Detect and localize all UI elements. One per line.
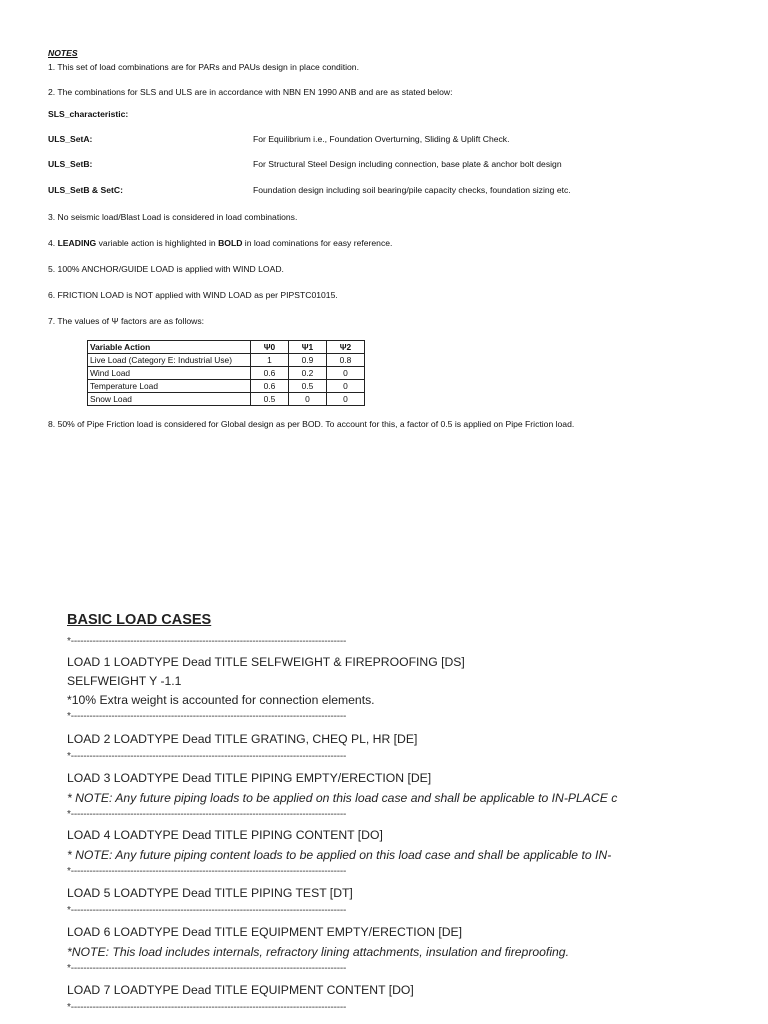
psi-factor-table [87,340,365,406]
psi-cell: 0 [289,393,327,406]
psi-cell: Live Load (Category E: Industrial Use) [88,354,251,367]
table-row [88,393,365,406]
table-row [88,380,365,393]
table-row [88,367,365,380]
psi-header-2: Ψ2 [327,341,365,354]
load-1-selfweight: SELFWEIGHT Y -1.1 [67,674,182,688]
note-7: 7. The values of Ψ factors are as follows: [48,316,205,326]
separator-line: *---------------------------------------------------------------------------------------- [67,809,347,820]
psi-table-header-row [88,341,365,354]
separator-line: *---------------------------------------------------------------------------------------- [67,963,347,974]
psi-cell: 0.5 [251,393,289,406]
separator-line: *---------------------------------------------------------------------------------------- [67,905,347,916]
note-4-leading: LEADING [57,238,97,248]
set-uls-a-name: ULS_SetA: [48,134,93,144]
psi-header-0: Ψ0 [251,341,289,354]
load-4: LOAD 4 LOADTYPE Dead TITLE PIPING CONTENT [DO] [67,828,383,842]
load-6-note: *NOTE: This load includes internals, refractory lining attachments, insulation and fireproofing. [67,945,569,959]
load-cases-title: BASIC LOAD CASES [67,612,212,628]
psi-cell: 0.9 [289,354,327,367]
set-uls-bc-name: ULS_SetB & SetC: [48,185,123,195]
separator-line: *---------------------------------------------------------------------------------------- [67,1002,347,1013]
note-1: 1. This set of load combinations are for PARs and PAUs design in place condition. [48,62,359,72]
psi-cell: 1 [251,354,289,367]
psi-cell: 0 [327,393,365,406]
set-uls-a-desc: For Equilibrium i.e., Foundation Overturning, Sliding & Uplift Check. [253,134,510,144]
note-4-mid: variable action is highlighted in [96,238,219,248]
note-4-bold: BOLD [218,238,243,248]
load-3: LOAD 3 LOADTYPE Dead TITLE PIPING EMPTY/ERECTION [DE] [67,771,432,785]
set-sls-name: SLS_characteristic: [48,109,129,119]
note-4-prefix: 4. [48,238,58,248]
separator-line: *---------------------------------------------------------------------------------------- [67,866,347,877]
table-row [88,354,365,367]
psi-cell: 0.5 [289,380,327,393]
set-uls-b-name: ULS_SetB: [48,159,93,169]
psi-cell: 0.6 [251,367,289,380]
load-1-note: *10% Extra weight is accounted for connection elements. [67,693,375,707]
set-uls-bc-desc: Foundation design including soil bearing/pile capacity checks, foundation sizing etc. [253,185,571,195]
note-4 [48,238,392,249]
set-uls-b-desc: For Structural Steel Design including connection, base plate & anchor bolt design [253,159,562,169]
psi-cell: 0 [327,367,365,380]
separator-line: *---------------------------------------------------------------------------------------- [67,636,347,647]
load-3-note: * NOTE: Any future piping loads to be applied on this load case and shall be applicable to IN-PLACE c [67,791,618,805]
note-3: 3. No seismic load/Blast Load is considered in load combinations. [48,212,298,222]
load-1: LOAD 1 LOADTYPE Dead TITLE SELFWEIGHT & FIREPROOFING [DS] [67,655,465,669]
separator-line: *---------------------------------------------------------------------------------------- [67,711,347,722]
psi-cell: Wind Load [88,367,251,380]
notes-heading: NOTES [48,48,78,58]
load-2: LOAD 2 LOADTYPE Dead TITLE GRATING, CHEQ PL, HR [DE] [67,732,418,746]
load-4-note: * NOTE: Any future piping content loads to be applied on this load case and shall be applicable to IN- [67,848,612,862]
note-4-suffix: in load cominations for easy reference. [242,238,393,248]
psi-cell: 0.8 [327,354,365,367]
note-8: 8. 50% of Pipe Friction load is considered for Global design as per BOD. To account for this, a factor of 0.5 is applied on Pipe Friction load. [48,419,575,429]
psi-cell: Snow Load [88,393,251,406]
load-5: LOAD 5 LOADTYPE Dead TITLE PIPING TEST [DT] [67,886,353,900]
psi-header-action: Variable Action [88,341,251,354]
psi-cell: Temperature Load [88,380,251,393]
load-7: LOAD 7 LOADTYPE Dead TITLE EQUIPMENT CONTENT [DO] [67,983,414,997]
psi-cell: 0.2 [289,367,327,380]
note-5: 5. 100% ANCHOR/GUIDE LOAD is applied with WIND LOAD. [48,264,284,274]
note-6: 6. FRICTION LOAD is NOT applied with WIND LOAD as per PIPSTC01015. [48,290,338,300]
separator-line: *---------------------------------------------------------------------------------------- [67,751,347,762]
psi-cell: 0.6 [251,380,289,393]
load-6: LOAD 6 LOADTYPE Dead TITLE EQUIPMENT EMPTY/ERECTION [DE] [67,925,463,939]
psi-cell: 0 [327,380,365,393]
psi-header-1: Ψ1 [289,341,327,354]
note-2: 2. The combinations for SLS and ULS are in accordance with NBN EN 1990 ANB and are as stated below: [48,87,453,97]
